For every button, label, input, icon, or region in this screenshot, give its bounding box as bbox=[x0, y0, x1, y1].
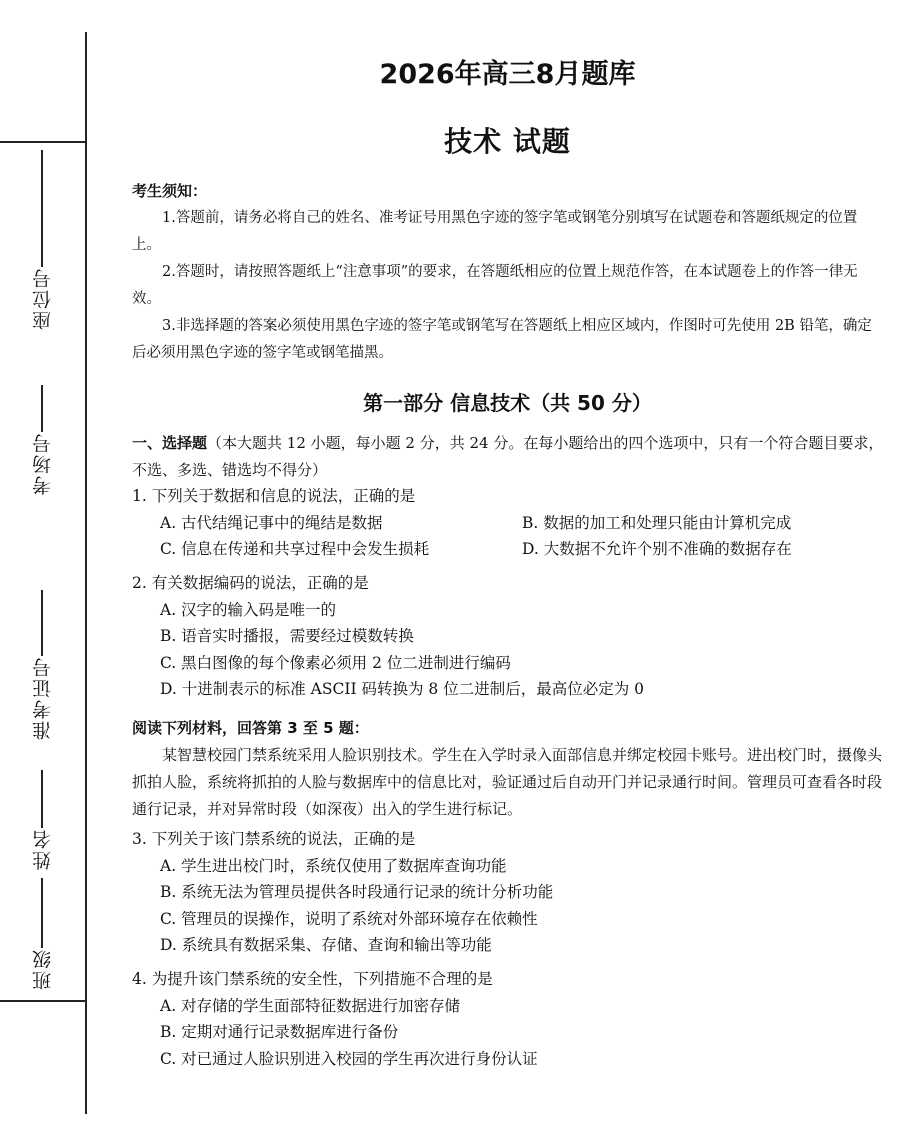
option-a: A. 古代结绳记事中的绳结是数据 bbox=[160, 513, 383, 532]
question-1 bbox=[132, 483, 884, 563]
part-title: 第一部分 信息技术（共 50 分） bbox=[363, 391, 652, 415]
admission-number-label: 准考证号 bbox=[31, 656, 54, 740]
room-number-line bbox=[41, 385, 42, 432]
section-header bbox=[132, 430, 884, 484]
reading-passage: 某智慧校园门禁系统采用人脸识别技术。学生在入学时录入面部信息并绑定校园卡账号。进出校门时，摄像头抓拍人脸，系统将抓拍的人脸与数据库中的信息比对，验证通过后自动开门并记录通行时间。管理员可查看各时段通行记录，并对异常时段（如深夜）出入的学生进行标记。 bbox=[132, 746, 883, 818]
seat-number-label: 座位号 bbox=[31, 267, 54, 330]
option-a: A. 对存储的学生面部特征数据进行加密存储 bbox=[160, 996, 461, 1015]
question-4 bbox=[132, 966, 884, 1072]
name-line bbox=[41, 770, 42, 828]
room-number-field[interactable] bbox=[18, 385, 66, 495]
question-stem: 2. 有关数据编码的说法，正确的是 bbox=[132, 574, 369, 592]
notice-item: 3.非选择题的答案必须使用黑色字迹的签字笔或钢笔写在答题纸上相应区域内，作图时可先使用 2B 铅笔，确定后必须用黑色字迹的签字笔或钢笔描黑。 bbox=[132, 318, 872, 361]
admission-number-field[interactable] bbox=[18, 590, 66, 740]
option-c: C. 信息在传递和共享过程中会发生损耗 bbox=[160, 540, 430, 558]
option-b: B. 数据的加工和处理只能由计算机完成 bbox=[522, 513, 792, 532]
admission-number-line bbox=[41, 590, 42, 656]
option-c: C. 黑白图像的每个像素必须用 2 位二进制进行编码 bbox=[160, 653, 511, 672]
option-c: C. 管理员的误操作，说明了系统对外部环境存在依赖性 bbox=[160, 909, 538, 928]
reading-heading: 阅读下列材料，回答第 3 至 5 题： bbox=[132, 719, 369, 737]
exam-subtitle: 技术 试题 bbox=[444, 125, 571, 158]
question-2 bbox=[132, 570, 884, 703]
section-heading: 一、选择题 bbox=[132, 434, 208, 452]
name-label: 姓名 bbox=[31, 828, 54, 870]
seat-number-line bbox=[41, 150, 42, 267]
class-field[interactable] bbox=[18, 878, 66, 990]
notice-heading: 考生须知： bbox=[132, 182, 208, 200]
section-description: （本大题共 12 小题，每小题 2 分，共 24 分。在每小题给出的四个选项中，只有一个符合题目要求，不选、多选、错选均不得分） bbox=[132, 434, 884, 479]
candidate-notice bbox=[132, 178, 882, 367]
notice-item: 1.答题前，请务必将自己的姓名、准考证号用黑色字迹的签字笔或钢笔分别填写在试题卷和答题纸规定的位置上。 bbox=[132, 210, 858, 253]
option-c: C. 对已通过人脸识别进入校园的学生再次进行身份认证 bbox=[160, 1049, 538, 1068]
option-d: D. 十进制表示的标准 ASCII 码转换为 8 位二进制后，最高位必定为 0 bbox=[160, 680, 645, 698]
class-line bbox=[41, 878, 42, 948]
option-b: B. 语音实时播报，需要经过模数转换 bbox=[160, 627, 414, 645]
binding-margin-top-line bbox=[0, 141, 85, 143]
option-b: B. 定期对通行记录数据库进行备份 bbox=[160, 1023, 399, 1041]
exam-title: 2026年高三8月题库 bbox=[379, 59, 636, 90]
option-a: A. 汉字的输入码是唯一的 bbox=[160, 600, 337, 619]
question-stem: 4. 为提升该门禁系统的安全性，下列措施不合理的是 bbox=[132, 970, 493, 988]
option-d: D. 大数据不允许个别不准确的数据存在 bbox=[522, 540, 792, 558]
class-label: 班级 bbox=[31, 948, 54, 990]
option-b: B. 系统无法为管理员提供各时段通行记录的统计分析功能 bbox=[160, 883, 554, 901]
reading-material bbox=[132, 715, 884, 823]
question-3 bbox=[132, 826, 884, 959]
binding-margin-rule bbox=[85, 32, 87, 1114]
name-field[interactable] bbox=[18, 770, 66, 870]
question-stem: 3. 下列关于该门禁系统的说法，正确的是 bbox=[132, 830, 416, 848]
option-d: D. 系统具有数据采集、存储、查询和输出等功能 bbox=[160, 936, 492, 954]
option-a: A. 学生进出校门时，系统仅使用了数据库查询功能 bbox=[160, 856, 507, 875]
room-number-label: 考场号 bbox=[31, 432, 54, 495]
seat-number-field[interactable] bbox=[18, 150, 66, 330]
notice-item: 2.答题时，请按照答题纸上“注意事项”的要求，在答题纸相应的位置上规范作答，在本试题卷上的作答一律无效。 bbox=[132, 264, 858, 307]
question-stem: 1. 下列关于数据和信息的说法，正确的是 bbox=[132, 487, 416, 505]
binding-margin-bottom-line bbox=[0, 1000, 85, 1002]
